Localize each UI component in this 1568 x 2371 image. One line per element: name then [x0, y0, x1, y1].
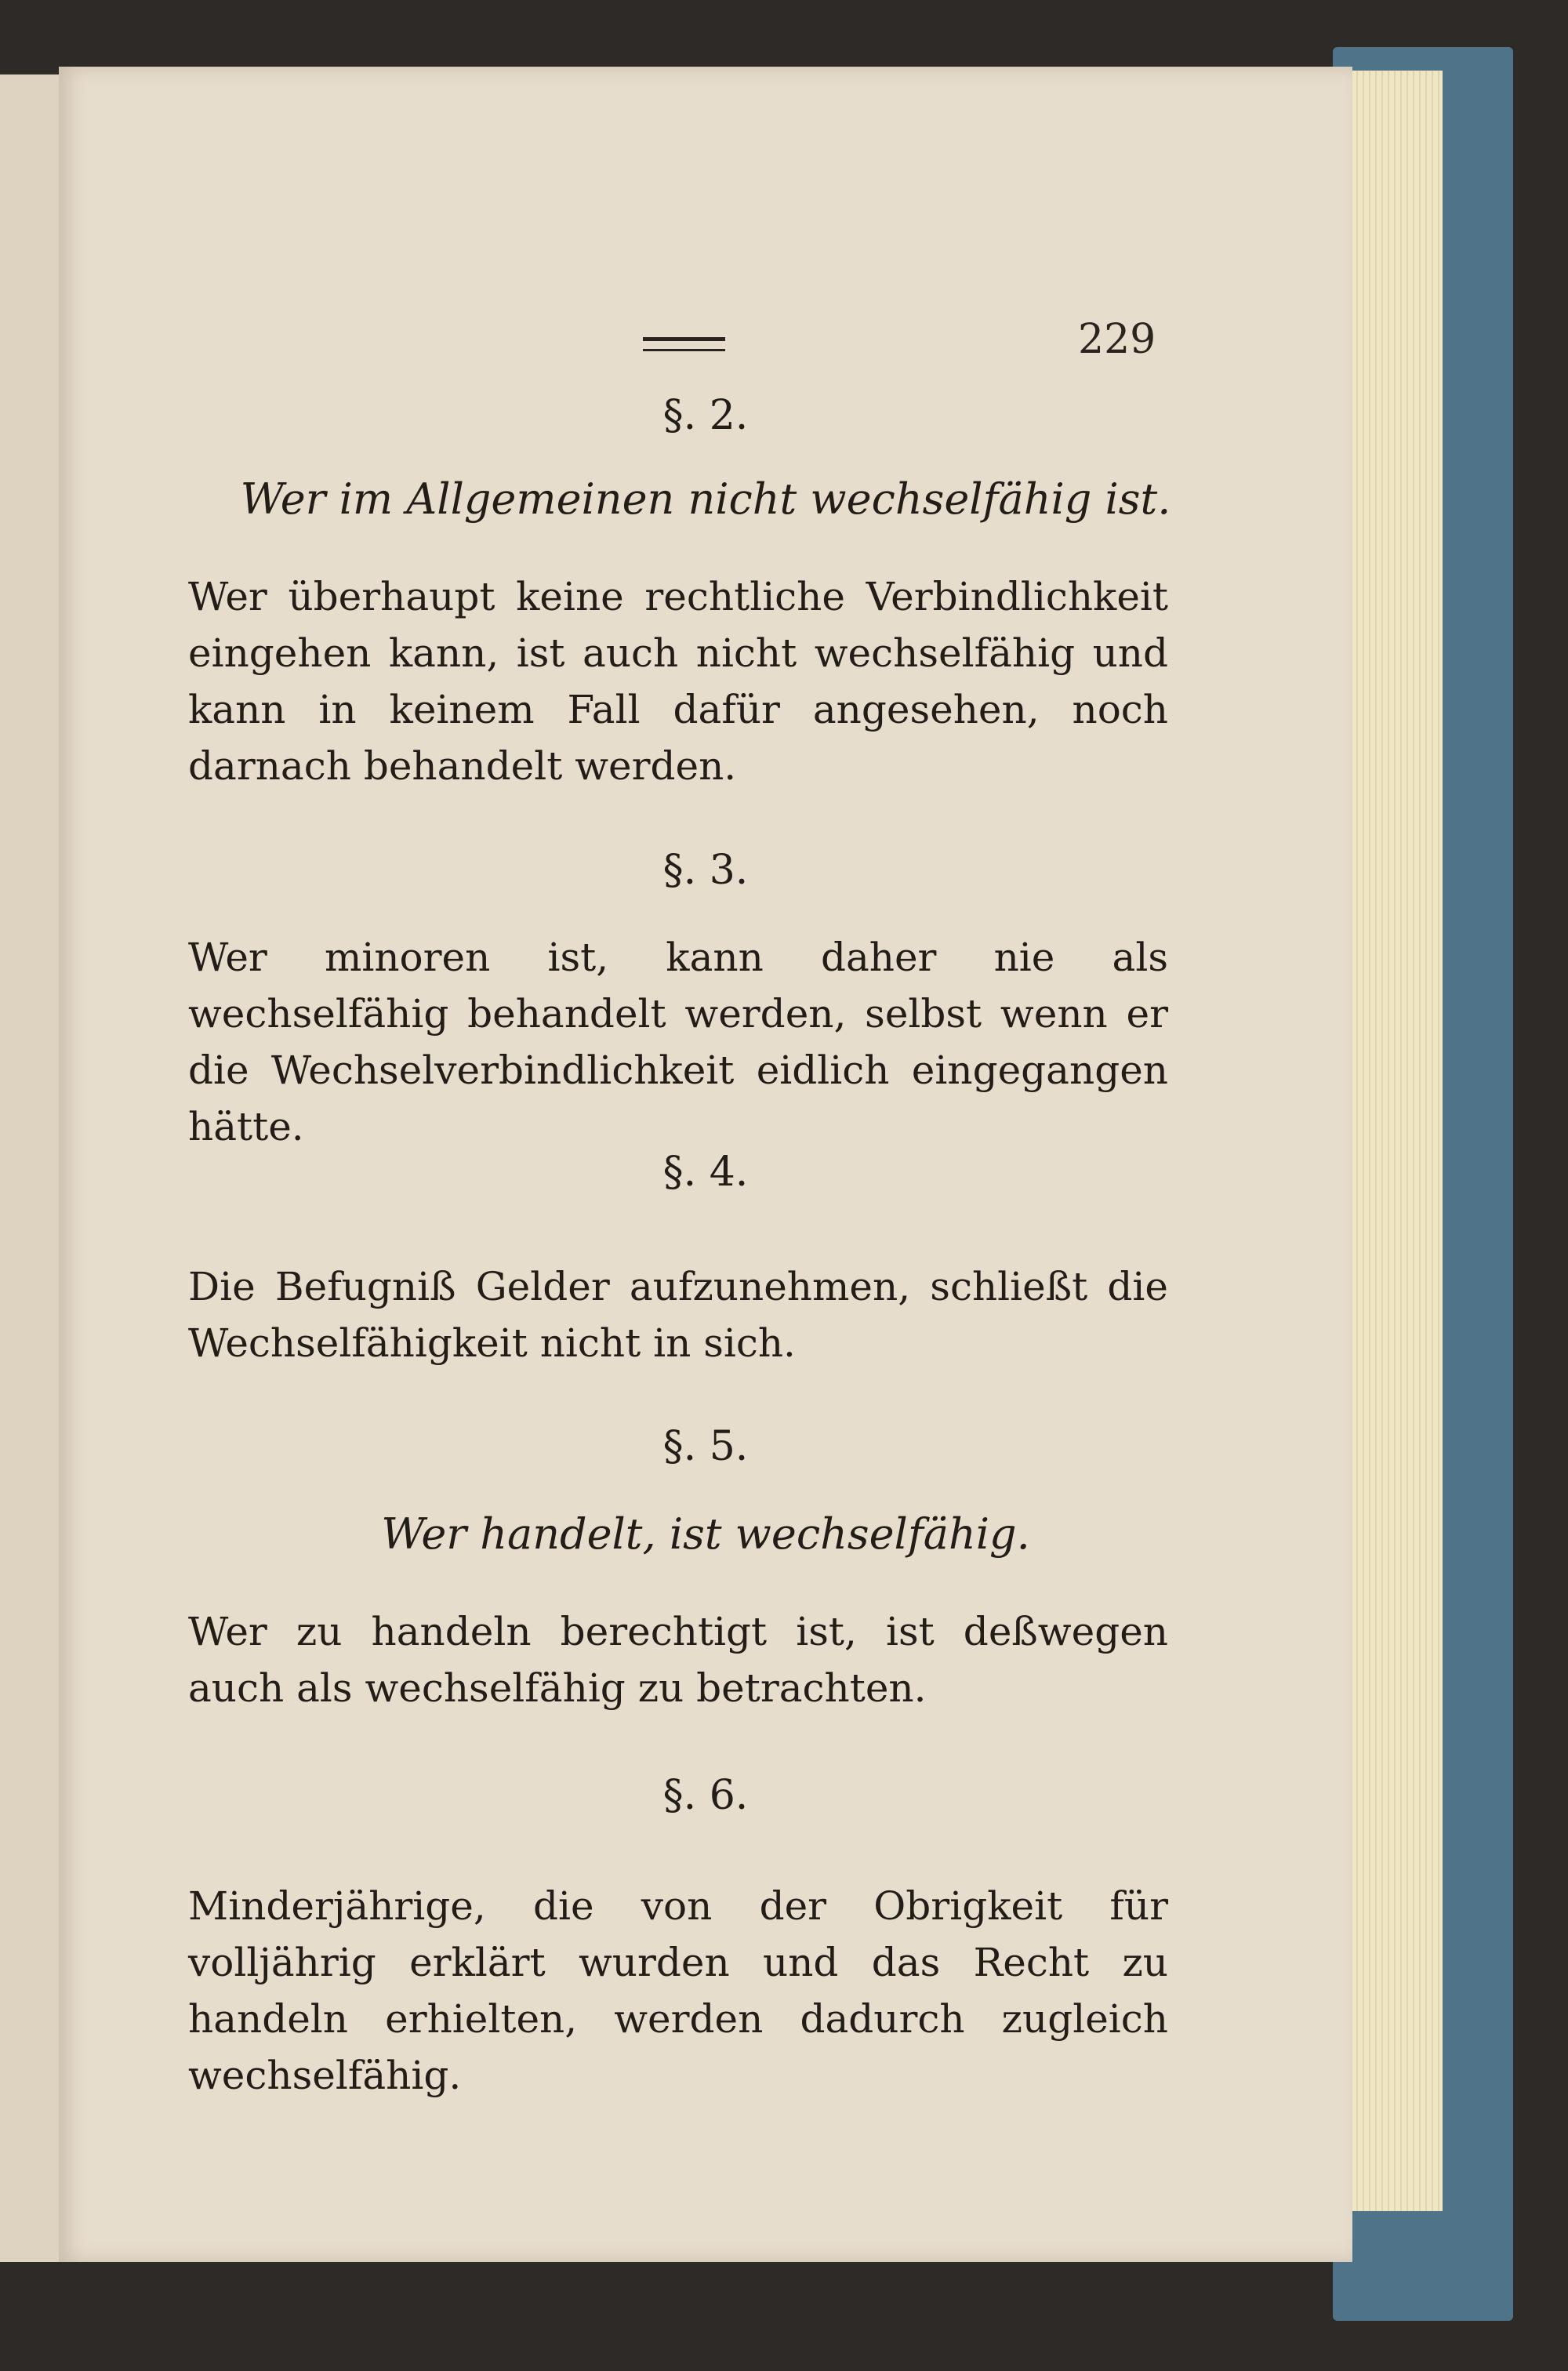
- book-page: [59, 67, 1352, 2262]
- section-heading: Wer handelt, ist wechselfähig.: [381, 1509, 1030, 1559]
- previous-page-edge: [0, 74, 63, 2262]
- page-number: 229: [1078, 316, 1156, 363]
- section-mark: §. 5.: [662, 1423, 749, 1470]
- section-text: Die Befugniß Gelder aufzunehmen, schließt die Wechselfähigkeit nicht in sich.: [188, 1264, 1168, 1366]
- section-text: Wer überhaupt keine rechtliche Verbindlichkeit eingehen kann, ist auch nicht wechselfähig und kann in keinem Fall dafür angesehen, noch darnach behandelt werden.: [188, 574, 1168, 789]
- section-mark: §. 6.: [662, 1772, 749, 1819]
- section-text: Wer zu handeln berechtigt ist, ist deßwegen auch als wechselfähig zu betrachten.: [188, 1609, 1168, 1711]
- section-text: Minderjährige, die von der Obrigkeit für volljährig erklärt wurden und das Recht zu handeln erhielten, werden dadurch zugleich wechselfähig.: [188, 1883, 1168, 2098]
- section-heading: Wer im Allgemeinen nicht wechselfähig ist.: [240, 474, 1171, 524]
- section-text: Wer minoren ist, kann daher nie als wechselfähig behandelt werden, selbst wenn er die Wechselverbindlichkeit eidlich eingegangen hätte.: [188, 935, 1168, 1149]
- section-mark: §. 4.: [662, 1149, 749, 1196]
- section-mark: §. 2.: [662, 392, 749, 439]
- section-mark: §. 3.: [662, 847, 749, 894]
- header-rule: [643, 337, 725, 351]
